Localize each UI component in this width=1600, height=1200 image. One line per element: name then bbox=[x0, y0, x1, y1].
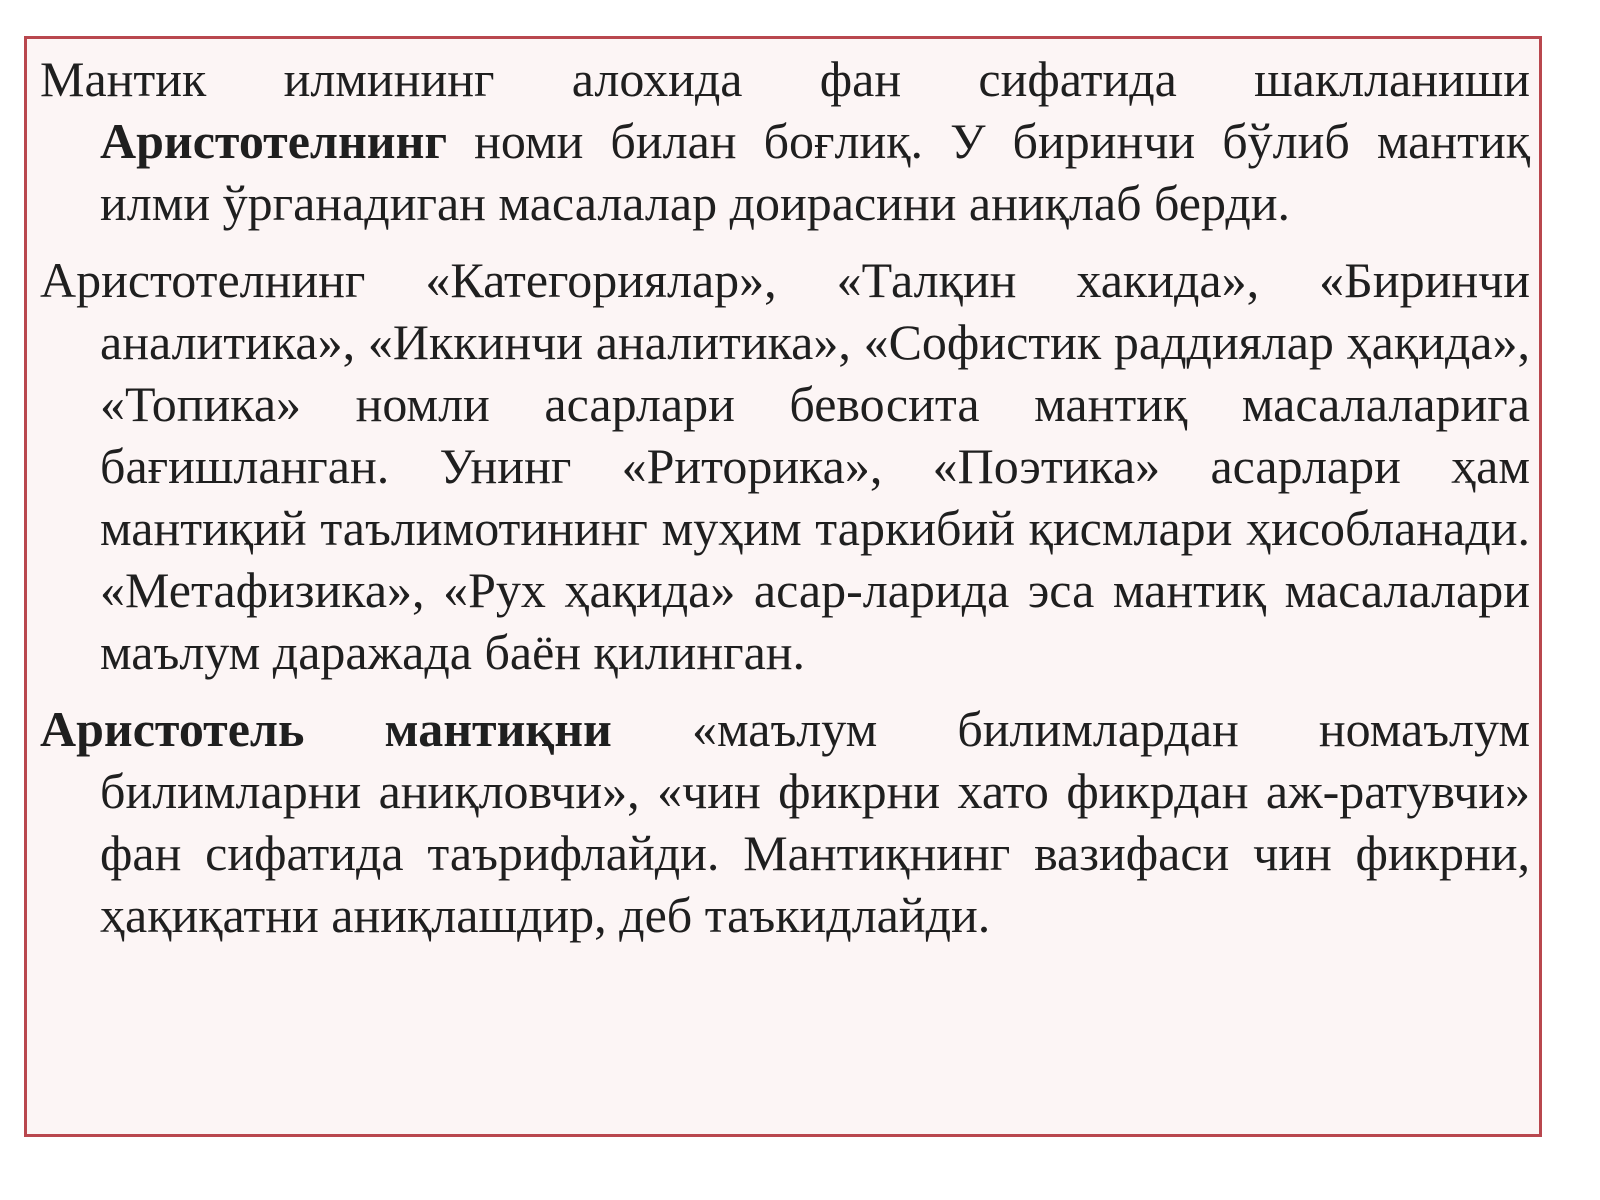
paragraph-2-text: Аристотелнинг «Категориялар», «Талқин хакида», «Биринчи аналитика», «Иккинчи аналитика», «Софистик раддиялар ҳақида», «Топика» номли асарлари бевосита мантиқ масалаларига бағишланган. Унинг «Риторика», «Поэтика» асарлари ҳам мантиқий таълимотининг муҳим таркибий қисмлари ҳисобланади. «Метафизика», «Рух ҳақида» асар-ларида эса мантиқ масалалари маълум даражада баён қилинган. bbox=[40, 252, 1530, 680]
paragraph-2 bbox=[40, 249, 1530, 683]
paragraph-3-rest: «маълум билимлардан номаълум билимларни аниқловчи», «чин фикрни хато фикрдан аж-ратувчи» фан сифатида таърифлайди. Мантиқнинг вазифаси чин фикрни, ҳақиқатни аниқлашдир, деб таъкидлайди. bbox=[100, 701, 1530, 943]
paragraph-1-bold-term: Аристотелнинг bbox=[100, 113, 448, 169]
paragraph-1-rest: номи билан боғлиқ. У биринчи бўлиб мантиқ илми ўрганадиган масалалар доирасини аниқлаб берди. bbox=[100, 113, 1530, 231]
paragraph-3-bold-term: Аристотель мантиқни bbox=[40, 701, 612, 757]
paragraph-3 bbox=[40, 698, 1530, 946]
paragraph-1-intro: Мантик илмининг алохида фан сифатида шаклланиши bbox=[40, 51, 1530, 107]
text-body bbox=[40, 48, 1530, 961]
paragraph-1 bbox=[40, 48, 1530, 234]
